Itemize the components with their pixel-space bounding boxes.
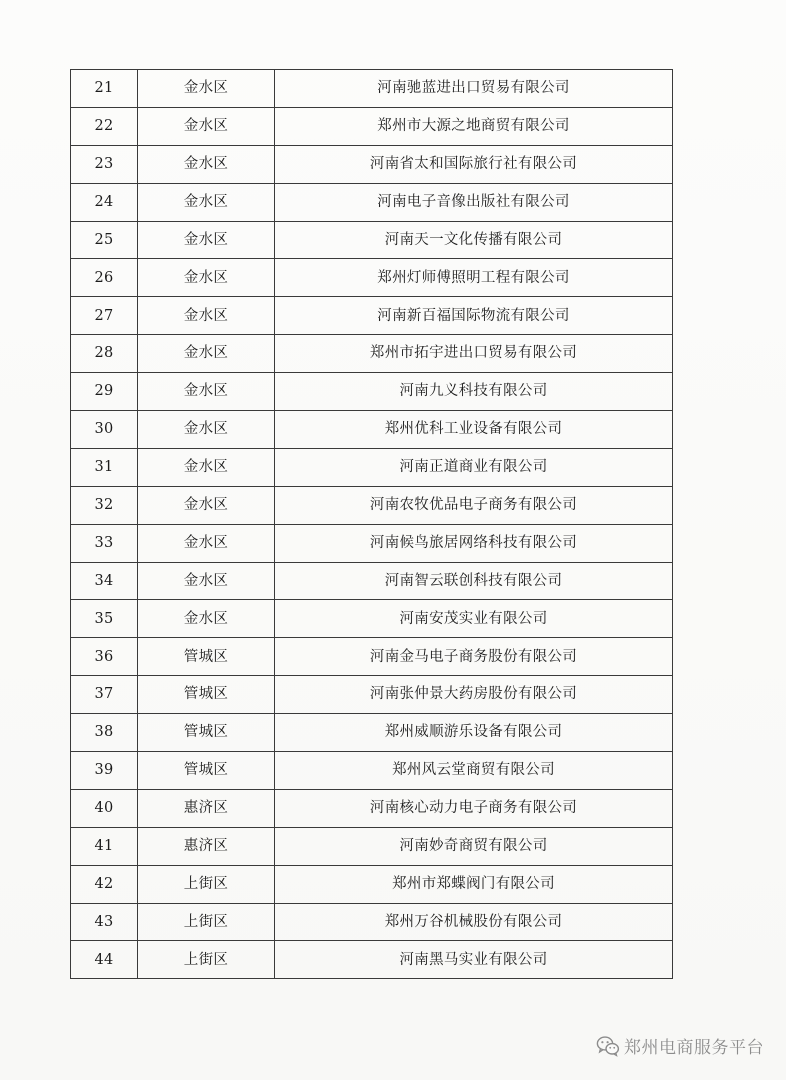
company-name-cell: 郑州优科工业设备有限公司 <box>275 411 673 449</box>
company-name-cell: 河南黑马实业有限公司 <box>275 941 673 979</box>
district-cell: 金水区 <box>138 524 275 562</box>
row-number-cell: 36 <box>71 638 138 676</box>
row-number-cell: 41 <box>71 827 138 865</box>
table-row <box>71 524 673 562</box>
company-name-cell: 郑州市大源之地商贸有限公司 <box>275 107 673 145</box>
watermark-text: 郑州电商服务平台 <box>624 1038 764 1058</box>
table-row <box>71 676 673 714</box>
row-number-cell: 23 <box>71 145 138 183</box>
district-cell: 上街区 <box>138 903 275 941</box>
table-row <box>71 183 673 221</box>
district-cell: 金水区 <box>138 145 275 183</box>
row-number-cell: 25 <box>71 221 138 259</box>
company-name-cell: 河南安茂实业有限公司 <box>275 600 673 638</box>
row-number-cell: 26 <box>71 259 138 297</box>
table-row <box>71 486 673 524</box>
row-number-cell: 33 <box>71 524 138 562</box>
district-cell: 金水区 <box>138 107 275 145</box>
company-name-cell: 河南电子音像出版社有限公司 <box>275 183 673 221</box>
table-row <box>71 335 673 373</box>
company-list-table <box>70 69 673 979</box>
table-row <box>71 448 673 486</box>
row-number-cell: 38 <box>71 714 138 752</box>
table-row <box>71 145 673 183</box>
district-cell: 上街区 <box>138 865 275 903</box>
district-cell: 金水区 <box>138 411 275 449</box>
company-name-cell: 河南驰蓝进出口贸易有限公司 <box>275 70 673 108</box>
table-row <box>71 373 673 411</box>
row-number-cell: 35 <box>71 600 138 638</box>
row-number-cell: 21 <box>71 70 138 108</box>
district-cell: 金水区 <box>138 562 275 600</box>
district-cell: 管城区 <box>138 752 275 790</box>
district-cell: 金水区 <box>138 335 275 373</box>
table-row <box>71 638 673 676</box>
company-name-cell: 郑州万谷机械股份有限公司 <box>275 903 673 941</box>
row-number-cell: 31 <box>71 448 138 486</box>
company-name-cell: 河南天一文化传播有限公司 <box>275 221 673 259</box>
district-cell: 管城区 <box>138 638 275 676</box>
row-number-cell: 43 <box>71 903 138 941</box>
company-name-cell: 郑州风云堂商贸有限公司 <box>275 752 673 790</box>
company-name-cell: 河南新百福国际物流有限公司 <box>275 297 673 335</box>
company-name-cell: 郑州市郑蝶阀门有限公司 <box>275 865 673 903</box>
table-row <box>71 107 673 145</box>
district-cell: 上街区 <box>138 941 275 979</box>
row-number-cell: 44 <box>71 941 138 979</box>
table-body <box>71 70 673 979</box>
row-number-cell: 40 <box>71 789 138 827</box>
company-name-cell: 河南智云联创科技有限公司 <box>275 562 673 600</box>
district-cell: 金水区 <box>138 600 275 638</box>
row-number-cell: 29 <box>71 373 138 411</box>
company-name-cell: 河南张仲景大药房股份有限公司 <box>275 676 673 714</box>
row-number-cell: 34 <box>71 562 138 600</box>
company-name-cell: 河南正道商业有限公司 <box>275 448 673 486</box>
row-number-cell: 39 <box>71 752 138 790</box>
company-name-cell: 郑州灯师傅照明工程有限公司 <box>275 259 673 297</box>
table-row <box>71 865 673 903</box>
district-cell: 金水区 <box>138 486 275 524</box>
table-row <box>71 259 673 297</box>
table-row <box>71 827 673 865</box>
row-number-cell: 22 <box>71 107 138 145</box>
district-cell: 金水区 <box>138 448 275 486</box>
district-cell: 惠济区 <box>138 789 275 827</box>
table-row <box>71 562 673 600</box>
table-row <box>71 752 673 790</box>
row-number-cell: 24 <box>71 183 138 221</box>
table-row <box>71 789 673 827</box>
company-name-cell: 河南九义科技有限公司 <box>275 373 673 411</box>
district-cell: 管城区 <box>138 676 275 714</box>
company-name-cell: 郑州威顺游乐设备有限公司 <box>275 714 673 752</box>
district-cell: 金水区 <box>138 373 275 411</box>
company-name-cell: 河南妙奇商贸有限公司 <box>275 827 673 865</box>
district-cell: 惠济区 <box>138 827 275 865</box>
company-name-cell: 河南农牧优品电子商务有限公司 <box>275 486 673 524</box>
company-name-cell: 郑州市拓宇进出口贸易有限公司 <box>275 335 673 373</box>
district-cell: 金水区 <box>138 297 275 335</box>
company-name-cell: 河南核心动力电子商务有限公司 <box>275 789 673 827</box>
company-name-cell: 河南省太和国际旅行社有限公司 <box>275 145 673 183</box>
table-row <box>71 714 673 752</box>
table-row <box>71 600 673 638</box>
district-cell: 金水区 <box>138 221 275 259</box>
table-row <box>71 903 673 941</box>
row-number-cell: 42 <box>71 865 138 903</box>
row-number-cell: 37 <box>71 676 138 714</box>
wechat-icon <box>596 1035 620 1057</box>
district-cell: 管城区 <box>138 714 275 752</box>
row-number-cell: 30 <box>71 411 138 449</box>
watermark <box>596 1033 764 1058</box>
company-name-cell: 河南候鸟旅居网络科技有限公司 <box>275 524 673 562</box>
table-row <box>71 221 673 259</box>
table-row <box>71 297 673 335</box>
row-number-cell: 27 <box>71 297 138 335</box>
table-row <box>71 941 673 979</box>
company-name-cell: 河南金马电子商务股份有限公司 <box>275 638 673 676</box>
district-cell: 金水区 <box>138 70 275 108</box>
row-number-cell: 32 <box>71 486 138 524</box>
table-row <box>71 70 673 108</box>
district-cell: 金水区 <box>138 259 275 297</box>
table-row <box>71 411 673 449</box>
row-number-cell: 28 <box>71 335 138 373</box>
district-cell: 金水区 <box>138 183 275 221</box>
